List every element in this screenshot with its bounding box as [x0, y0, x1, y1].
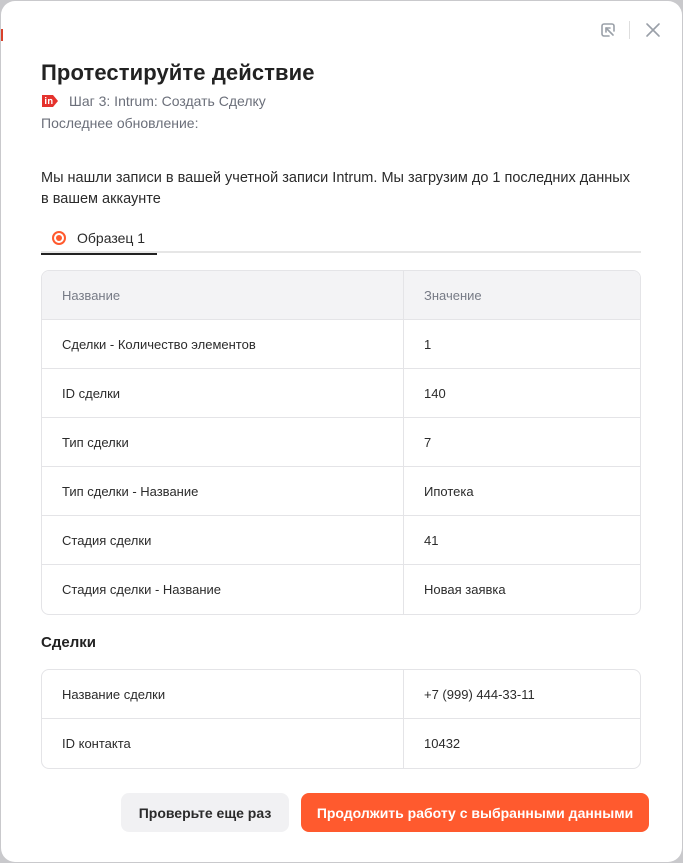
field-value: +7 (999) 444-33-11 — [424, 686, 535, 702]
deals-section-title: Сделки — [41, 634, 96, 651]
intrum-logo-icon — [41, 94, 59, 108]
records-found-description: Мы нашли записи в вашей учетной записи Intrum. Мы загрузим до 1 последних данных в вашем аккаунте — [41, 170, 630, 207]
field-name: Тип сделки — [42, 418, 404, 466]
field-value: 7 — [424, 434, 432, 450]
modal-top-actions — [597, 19, 664, 41]
modal-footer-actions — [121, 793, 649, 832]
tab-label: Образец 1 — [77, 230, 146, 246]
table-header-row — [42, 271, 640, 320]
modal-title: Протестируйте действие — [41, 60, 315, 85]
deals-table — [41, 669, 641, 769]
sample-data-table — [41, 270, 641, 615]
column-header-name: Название — [42, 271, 404, 319]
top-actions-divider — [629, 21, 630, 39]
field-value: 140 — [424, 385, 446, 401]
radio-selected-icon[interactable] — [52, 231, 66, 245]
field-name: ID контакта — [42, 719, 404, 768]
field-name: Тип сделки - Название — [42, 467, 404, 515]
field-value: 41 — [424, 532, 439, 548]
last-updated-label: Последнее обновление: — [41, 115, 199, 131]
field-name: ID сделки — [42, 369, 404, 417]
close-icon[interactable] — [642, 19, 664, 41]
edge-mark — [1, 29, 3, 41]
tab-sample-1[interactable] — [41, 223, 157, 253]
retry-button[interactable]: Проверьте еще раз — [121, 793, 289, 832]
field-name: Стадия сделки - Название — [42, 565, 404, 614]
field-name: Сделки - Количество элементов — [42, 320, 404, 368]
table-row — [42, 516, 640, 565]
field-value: 1 — [424, 336, 432, 352]
field-value: Новая заявка — [424, 582, 506, 597]
test-action-modal — [1, 1, 682, 862]
step-line — [41, 91, 641, 111]
table-row — [42, 670, 640, 719]
table-row — [42, 565, 640, 614]
column-header-value: Значение — [424, 287, 482, 303]
modal-content — [41, 59, 641, 769]
field-value: Ипотека — [424, 483, 474, 499]
field-name: Стадия сделки — [42, 516, 404, 564]
sample-tabs — [41, 223, 641, 253]
collapse-icon[interactable] — [597, 19, 619, 41]
field-value: 10432 — [424, 736, 461, 751]
table-row — [42, 320, 640, 369]
table-row — [42, 369, 640, 418]
field-name: Название сделки — [42, 670, 404, 718]
table-row — [42, 418, 640, 467]
table-row — [42, 467, 640, 516]
table-row — [42, 719, 640, 768]
continue-button[interactable]: Продолжить работу с выбранными данными — [301, 793, 649, 832]
step-label: Шаг 3: Intrum: Создать Сделку — [69, 93, 266, 109]
